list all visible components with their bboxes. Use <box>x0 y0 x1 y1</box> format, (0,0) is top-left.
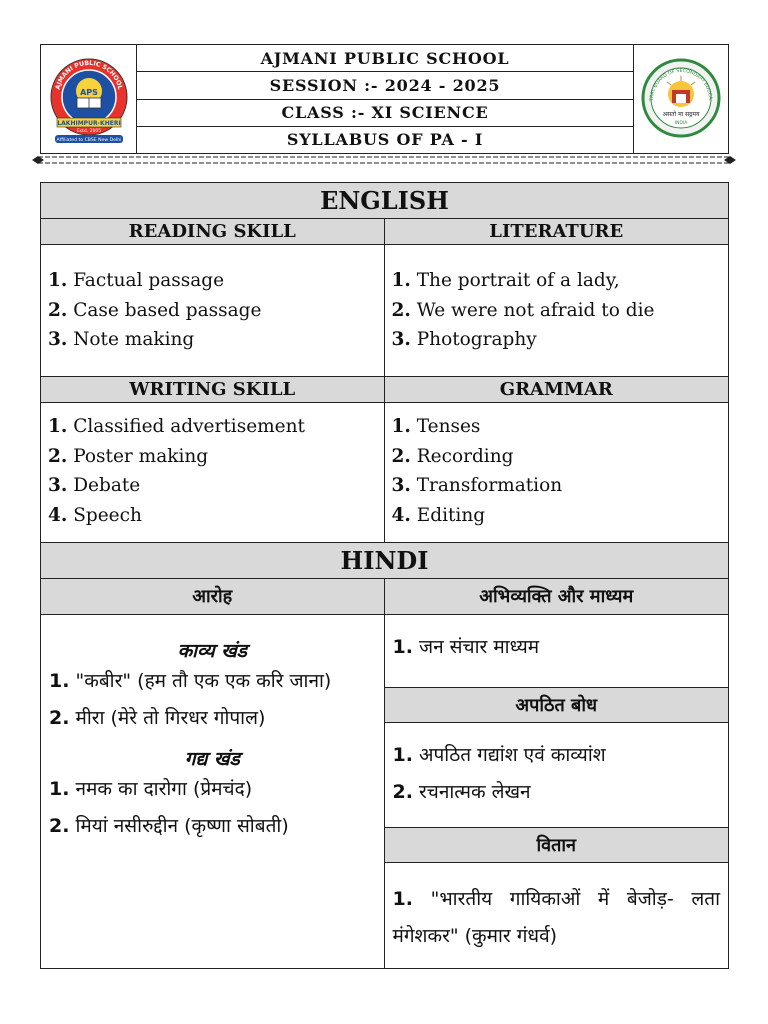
cbse-motto-text: असतो मा सद्गमय <box>662 111 700 118</box>
vitan-list <box>385 863 729 966</box>
syllabus-line: SYLLABUS OF PA - I <box>286 130 484 150</box>
kavya-khand-heading: काव्य खंड <box>177 640 247 662</box>
list-item: 2. रचनात्मक लेखन <box>392 781 531 803</box>
apathit-bodh-heading: अपठित बोध <box>385 687 729 723</box>
list-item: 4. Speech <box>48 504 142 526</box>
logo-top-text: AJMANI PUBLIC SCHOOL <box>54 59 123 91</box>
hindi-title: HINDI <box>41 543 728 579</box>
writing-skill-column <box>41 377 385 542</box>
cbse-country-text: INDIA <box>674 121 688 126</box>
list-item: 2. Case based passage <box>48 299 262 321</box>
list-item: 1. Tenses <box>391 416 481 437</box>
list-item: 1. The portrait of a lady, <box>391 270 620 291</box>
school-name: AJMANI PUBLIC SCHOOL <box>137 45 633 72</box>
english-title: ENGLISH <box>41 183 728 219</box>
decorative-divider <box>32 154 736 166</box>
reading-skill-column <box>41 219 385 376</box>
aroh-heading: आरोह <box>41 579 384 615</box>
list-item: 2. मियां नसीरुद्दीन (कृष्णा सोबती) <box>49 815 289 837</box>
cbse-logo-icon <box>639 54 723 144</box>
cbse-ring-text: TRAL BOARD OF SECONDARY EDUCA <box>649 68 713 102</box>
list-item: 2. Poster making <box>48 445 209 467</box>
grammar-list <box>385 403 729 542</box>
english-row-1 <box>41 219 728 377</box>
list-item: 3. Transformation <box>391 475 563 496</box>
vitan-heading: वितान <box>385 827 729 863</box>
school-logo-cell <box>41 45 137 153</box>
list-item: 3. Debate <box>48 475 141 496</box>
list-item: 1. Classified advertisement <box>48 416 305 437</box>
class-line: CLASS :- XI SCIENCE <box>137 100 633 127</box>
gadya-list <box>41 771 384 845</box>
cbse-logo-cell <box>633 45 728 153</box>
header-text-lines <box>137 45 633 153</box>
writing-skill-list <box>41 403 384 542</box>
school-header <box>40 44 729 154</box>
aroh-column <box>41 579 385 968</box>
english-row-2 <box>41 377 728 543</box>
list-item: 1. अपठित गद्यांश एवं काव्यांश <box>392 744 606 766</box>
logo-affiliation-text: Affiliated to CBSE New Delhi <box>56 138 121 143</box>
list-item: 1. Factual passage <box>48 270 225 291</box>
school-logo-icon <box>47 51 131 147</box>
kavya-list <box>41 663 384 737</box>
literature-heading: LITERATURE <box>385 219 729 245</box>
apathit-list <box>385 723 729 827</box>
session-line: SESSION :- 2024 - 2025 <box>137 72 633 99</box>
logo-center-text: APS <box>79 88 98 97</box>
literature-list <box>385 245 729 376</box>
abhivyakti-list <box>385 615 729 687</box>
list-item: 1. नमक का दारोगा (प्रेमचंद) <box>49 778 253 800</box>
list-item: 1. "कबीर" (हम तौ एक एक करि जाना) <box>49 670 332 692</box>
list-item: 2. Recording <box>391 445 514 467</box>
list-item: 3. Photography <box>391 329 537 350</box>
syllabus-table <box>40 182 729 969</box>
gadya-khand-heading: गद्य खंड <box>184 748 240 770</box>
reading-skill-heading: READING SKILL <box>41 219 384 245</box>
literature-column <box>385 219 729 376</box>
aroh-content <box>41 615 384 968</box>
logo-place-text: LAKHIMPUR-KHERI <box>56 120 121 127</box>
grammar-heading: GRAMMAR <box>385 377 729 403</box>
list-item: 2. मीरा (मेरे तो गिरधर गोपाल) <box>49 707 266 729</box>
list-item: 1. "भारतीय गायिकाओं में बेजोड़- लता मंगेशकर" (कुमार गंधर्व) <box>392 888 720 947</box>
grammar-column <box>385 377 729 542</box>
list-item: 4. Editing <box>391 504 486 526</box>
list-item: 3. Note making <box>48 329 195 350</box>
list-item: 1. जन संचार माध्यम <box>392 636 540 658</box>
hindi-row <box>41 579 728 968</box>
list-item: 2. We were not afraid to die <box>391 299 655 321</box>
writing-skill-heading: WRITING SKILL <box>41 377 384 403</box>
hindi-right-column <box>385 579 729 968</box>
logo-estd-text: Estd. 2005 <box>76 129 101 134</box>
abhivyakti-heading: अभिव्यक्ति और माध्यम <box>385 579 729 615</box>
reading-skill-list <box>41 245 384 376</box>
